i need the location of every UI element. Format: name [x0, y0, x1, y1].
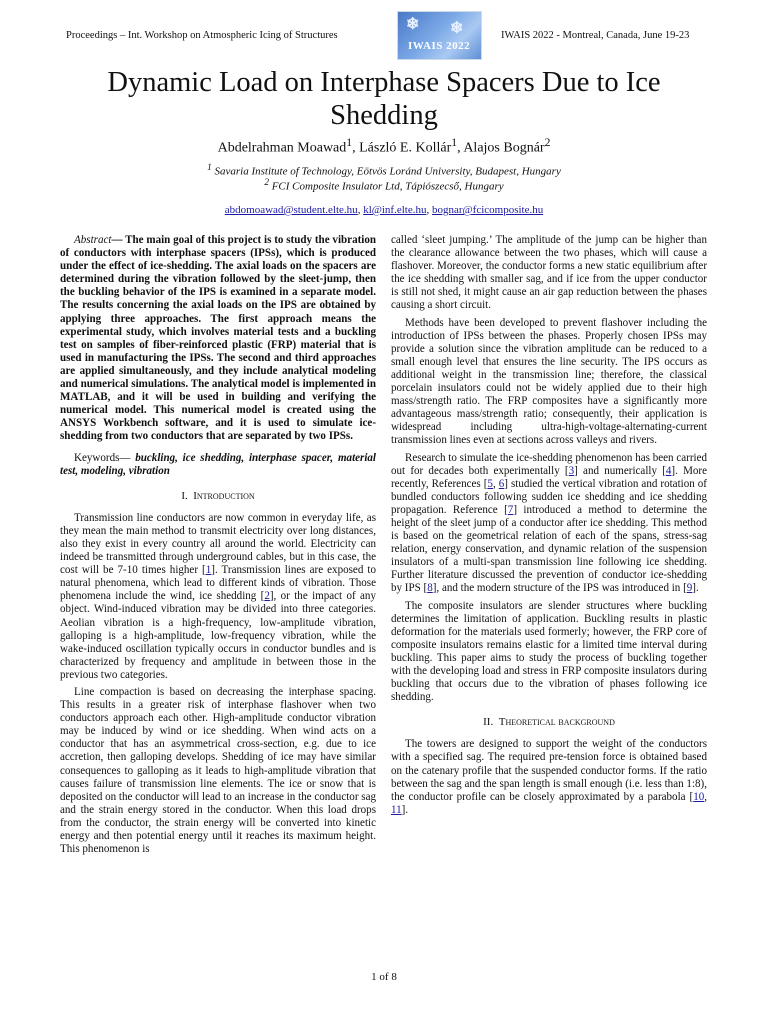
abstract-dash: — — [111, 234, 126, 246]
section-heading-theoretical-background — [391, 716, 707, 729]
email-link[interactable]: bognar@fcicomposite.hu — [431, 204, 544, 216]
affiliation-sup: 1 — [207, 162, 212, 172]
paragraph: The composite insulators are slender structures where buckling determines the limitation of application. Buckling results in plastic deformation for the materials used formerly; however, the FRP core of composite insulators remains elastic for a limited time interval during buckling. This paper aims to study the process of buckling together with the developing load and stress in FRP composite insulators during buckling that occurs due to the vibration of phases following ice shedding. — [391, 599, 707, 704]
text-run: Research to simulate the ice-shedding phenomenon has been carried out for decades both experimentally [ — [391, 451, 707, 477]
citation-link[interactable]: 11 — [391, 803, 402, 816]
text-run: , — [704, 790, 707, 803]
text-run: Transmission line conductors are now common in everyday life, as they mean the main method to transmit electricity over long distances, also they exist in every country all around the world. Electricity can indeed be transmitted through underground cables, but in this case, the cost will be 7-10 times higher [ — [60, 511, 376, 577]
keywords-text: buckling, ice shedding, interphase spacer, material test, modeling, vibration — [60, 451, 376, 477]
text-run: , — [492, 477, 499, 490]
text-run: ]. More recently, References [ — [391, 464, 707, 490]
left-column — [60, 234, 376, 860]
paragraph — [60, 512, 376, 682]
citation-link[interactable]: 3 — [568, 464, 575, 477]
affiliation-text: FCI Composite Insulator Ltd, Tápiószecső, Hungary — [271, 180, 504, 193]
section-title: Introduction — [193, 489, 255, 502]
paragraph — [391, 452, 707, 596]
citation-link[interactable]: 5 — [487, 477, 493, 490]
text-run: ], or the impact of any object. Wind-induced vibration may be divided into three categories. Aeolian vibration is a high-frequency, low-amplitude vibration, galloping is a high-amplitude, low-frequency vibration, while the wake-induced oscillation typically occurs in conductor bundles and is characterized by frequency and amplitude in between those in the previous two categories. — [60, 590, 376, 681]
section-number: I. — [181, 489, 188, 502]
keywords — [60, 452, 376, 478]
text-run: The towers are designed to support the weight of the conductors with a specified sag. The required pre-tension force is obtained based on the catenary profile that the suspended conductor forms. If the ratio between the sag and the span length is small enough (i.e. less than 1:8), the conductor profile can be closely approximated by a parabola [ — [391, 738, 707, 803]
paragraph: Methods have been developed to prevent flashover including the introduction of IPSs between the phases. Properly chosen IPSs may provide a solution since the vibration amplitude can be reduced to a small enough level that ensures the line security. The IPS occurs as additional weight in the transmission line; therefore, the classical porcelain insulators could not be widely applied due to their high mass/strength ratio. The FRP composites have a significantly more advantageous mass/strength ratio; consequently, their application is widespread including ultra-high-voltage-alternating-current transmission lines even at sections across valleys and rivers. — [391, 316, 707, 447]
header-proceedings: Proceedings – Int. Workshop on Atmospheric Icing of Structures — [66, 30, 338, 41]
citation-link[interactable]: 9 — [686, 582, 693, 595]
right-column — [391, 234, 707, 821]
author-sup: 1 — [346, 136, 353, 149]
author-name: László E. Kollár — [359, 140, 452, 156]
text-run: ] studied the vertical vibration and rotation of bundled conductors following sudden ice shedding and ice shedding propagation. Reference [ — [391, 477, 707, 516]
paragraph: called ‘sleet jumping.’ The amplitude of the jump can be higher than the clearance allowance between the two phases, which will cause a flashover. Moreover, the conductor forms a new static equilibrium after the ice shedding with smaller sag, and if ice from the upper conductor is still not shed, it might cause an air gap reduction between the phases causing a short circuit. — [391, 234, 707, 312]
text-run: ] introduced a method to determine the height of the sleet jump of a conductor after ice shedding. This method is based on the geometrical relation of each of the spans, stress-sag relation, energy conservation, and dynamic relation of the suspension insulators of a multi-span transmission line following ice shedding. Further literature discussed the prevention of conductor ice-shedding by IPS [ — [391, 503, 707, 595]
section-heading-introduction — [60, 490, 376, 503]
affiliation-1 — [0, 162, 768, 178]
logo-text: IWAIS 2022 — [408, 40, 471, 52]
text-run: ], and the modern structure of the IPS was introduced in [ — [432, 582, 687, 595]
citation-link[interactable]: 7 — [507, 503, 514, 516]
author-name: Alajos Bognár — [463, 140, 545, 156]
snowflake-icon: ❄ — [406, 16, 420, 33]
author-name: Abdelrahman Moawad — [217, 140, 347, 156]
author-sup: 2 — [544, 136, 551, 149]
citation-link[interactable]: 1 — [205, 564, 212, 577]
author-sup: 1 — [451, 136, 458, 149]
citation-link[interactable]: 2 — [264, 590, 270, 603]
keywords-label: Keywords — [74, 451, 120, 464]
page-header — [0, 16, 768, 62]
paragraph: Line compaction is based on decreasing the interphase spacing. This results in a greater risk of interphase flashover when two conductors approach each other. High-amplitude conductor vibration may be induced by wind or ice shedding. When wind acts on a conductor that has an asymmetrical cross-section, e.g. due to ice accretion, then galloping develops. Shedding of ice may have similar consequences to galloping as it leads to high-amplitude vibration that causes failure of transmission line elements. The ice or snow that is deposited on the conductor will lead to an increase in the conductor sag and the strain energy stored in the conductor. When this load drops from the conductor, the strain energy will be converted into kinetic energy and then potential energy until it reaches its maximum height. This phenomenon is — [60, 686, 376, 856]
page-number: 1 of 8 — [371, 971, 397, 983]
header-conference: IWAIS 2022 - Montreal, Canada, June 19-23 — [501, 30, 690, 41]
text-run: ] and numerically [ — [574, 464, 666, 477]
affiliation-2 — [0, 177, 768, 193]
email-link[interactable]: abdomoawad@student.elte.hu — [224, 204, 358, 216]
citation-link[interactable]: 10 — [693, 790, 705, 803]
text-run: ]. — [692, 582, 699, 595]
citation-link[interactable]: 8 — [427, 582, 433, 595]
citation-link[interactable]: 6 — [498, 477, 505, 490]
affiliation-text: Savaria Institute of Technology, Eötvös Loránd University, Budapest, Hungary — [214, 165, 561, 178]
snowflake-icon: ❄ — [450, 20, 464, 37]
email-link[interactable]: kl@inf.elte.hu — [363, 204, 427, 216]
text-run: ]. — [401, 803, 409, 816]
iwais-logo — [397, 11, 482, 60]
email-list: abdomoawad@student.elte.hu, kl@inf.elte.hu, bognar@fcicomposite.hu — [224, 204, 544, 216]
text-run: ]. Transmission lines are exposed to natural phenomena, which lead to different kinds of vibration. Those phenomena include the wind, ice shedding [ — [60, 564, 376, 603]
abstract-text: The main goal of this project is to study the vibration of conductors with interphase spacers (IPSs), which is produced under the effect of ice-shedding. The axial loads on the spacers are determined during the vibration followed by the sleet-jump, then the buckling behavior of the IPS is examined in a separate model. The results concerning the axial loads on the IPS are obtained by applying three approaches. The first approach means the experimental study, which involves material tests and a buckling test on samples of fiber-reinforced plastic (FRP) material that is used in manufacturing the IPSs. The second and third approaches are applied simultaneously, and they include analytical modeling and numerical simulations. The analytical model is implemented in MATLAB, and it will be used in building and verifying the numerical model. This numerical model is created using the ANSYS Workbench software, and it is used to simulate ice-shedding from two conductors that are separated by two IPSs. — [60, 234, 377, 443]
section-number: II. — [483, 716, 494, 729]
affiliation-sup: 2 — [264, 177, 269, 187]
citation-link[interactable]: 4 — [665, 464, 672, 477]
keywords-dash: — — [119, 451, 136, 464]
abstract-label: Abstract — [74, 234, 112, 246]
paragraph — [391, 738, 707, 817]
abstract — [60, 234, 376, 444]
section-title: Theoretical background — [498, 716, 615, 729]
author-list: Abdelrahman Moawad$^1$, László E. Kollár$^1$, Alajos Bognár$^2$ — [217, 136, 551, 156]
paper-title: Dynamic Load on Interphase Spacers Due to Ice Shedding — [107, 67, 661, 131]
